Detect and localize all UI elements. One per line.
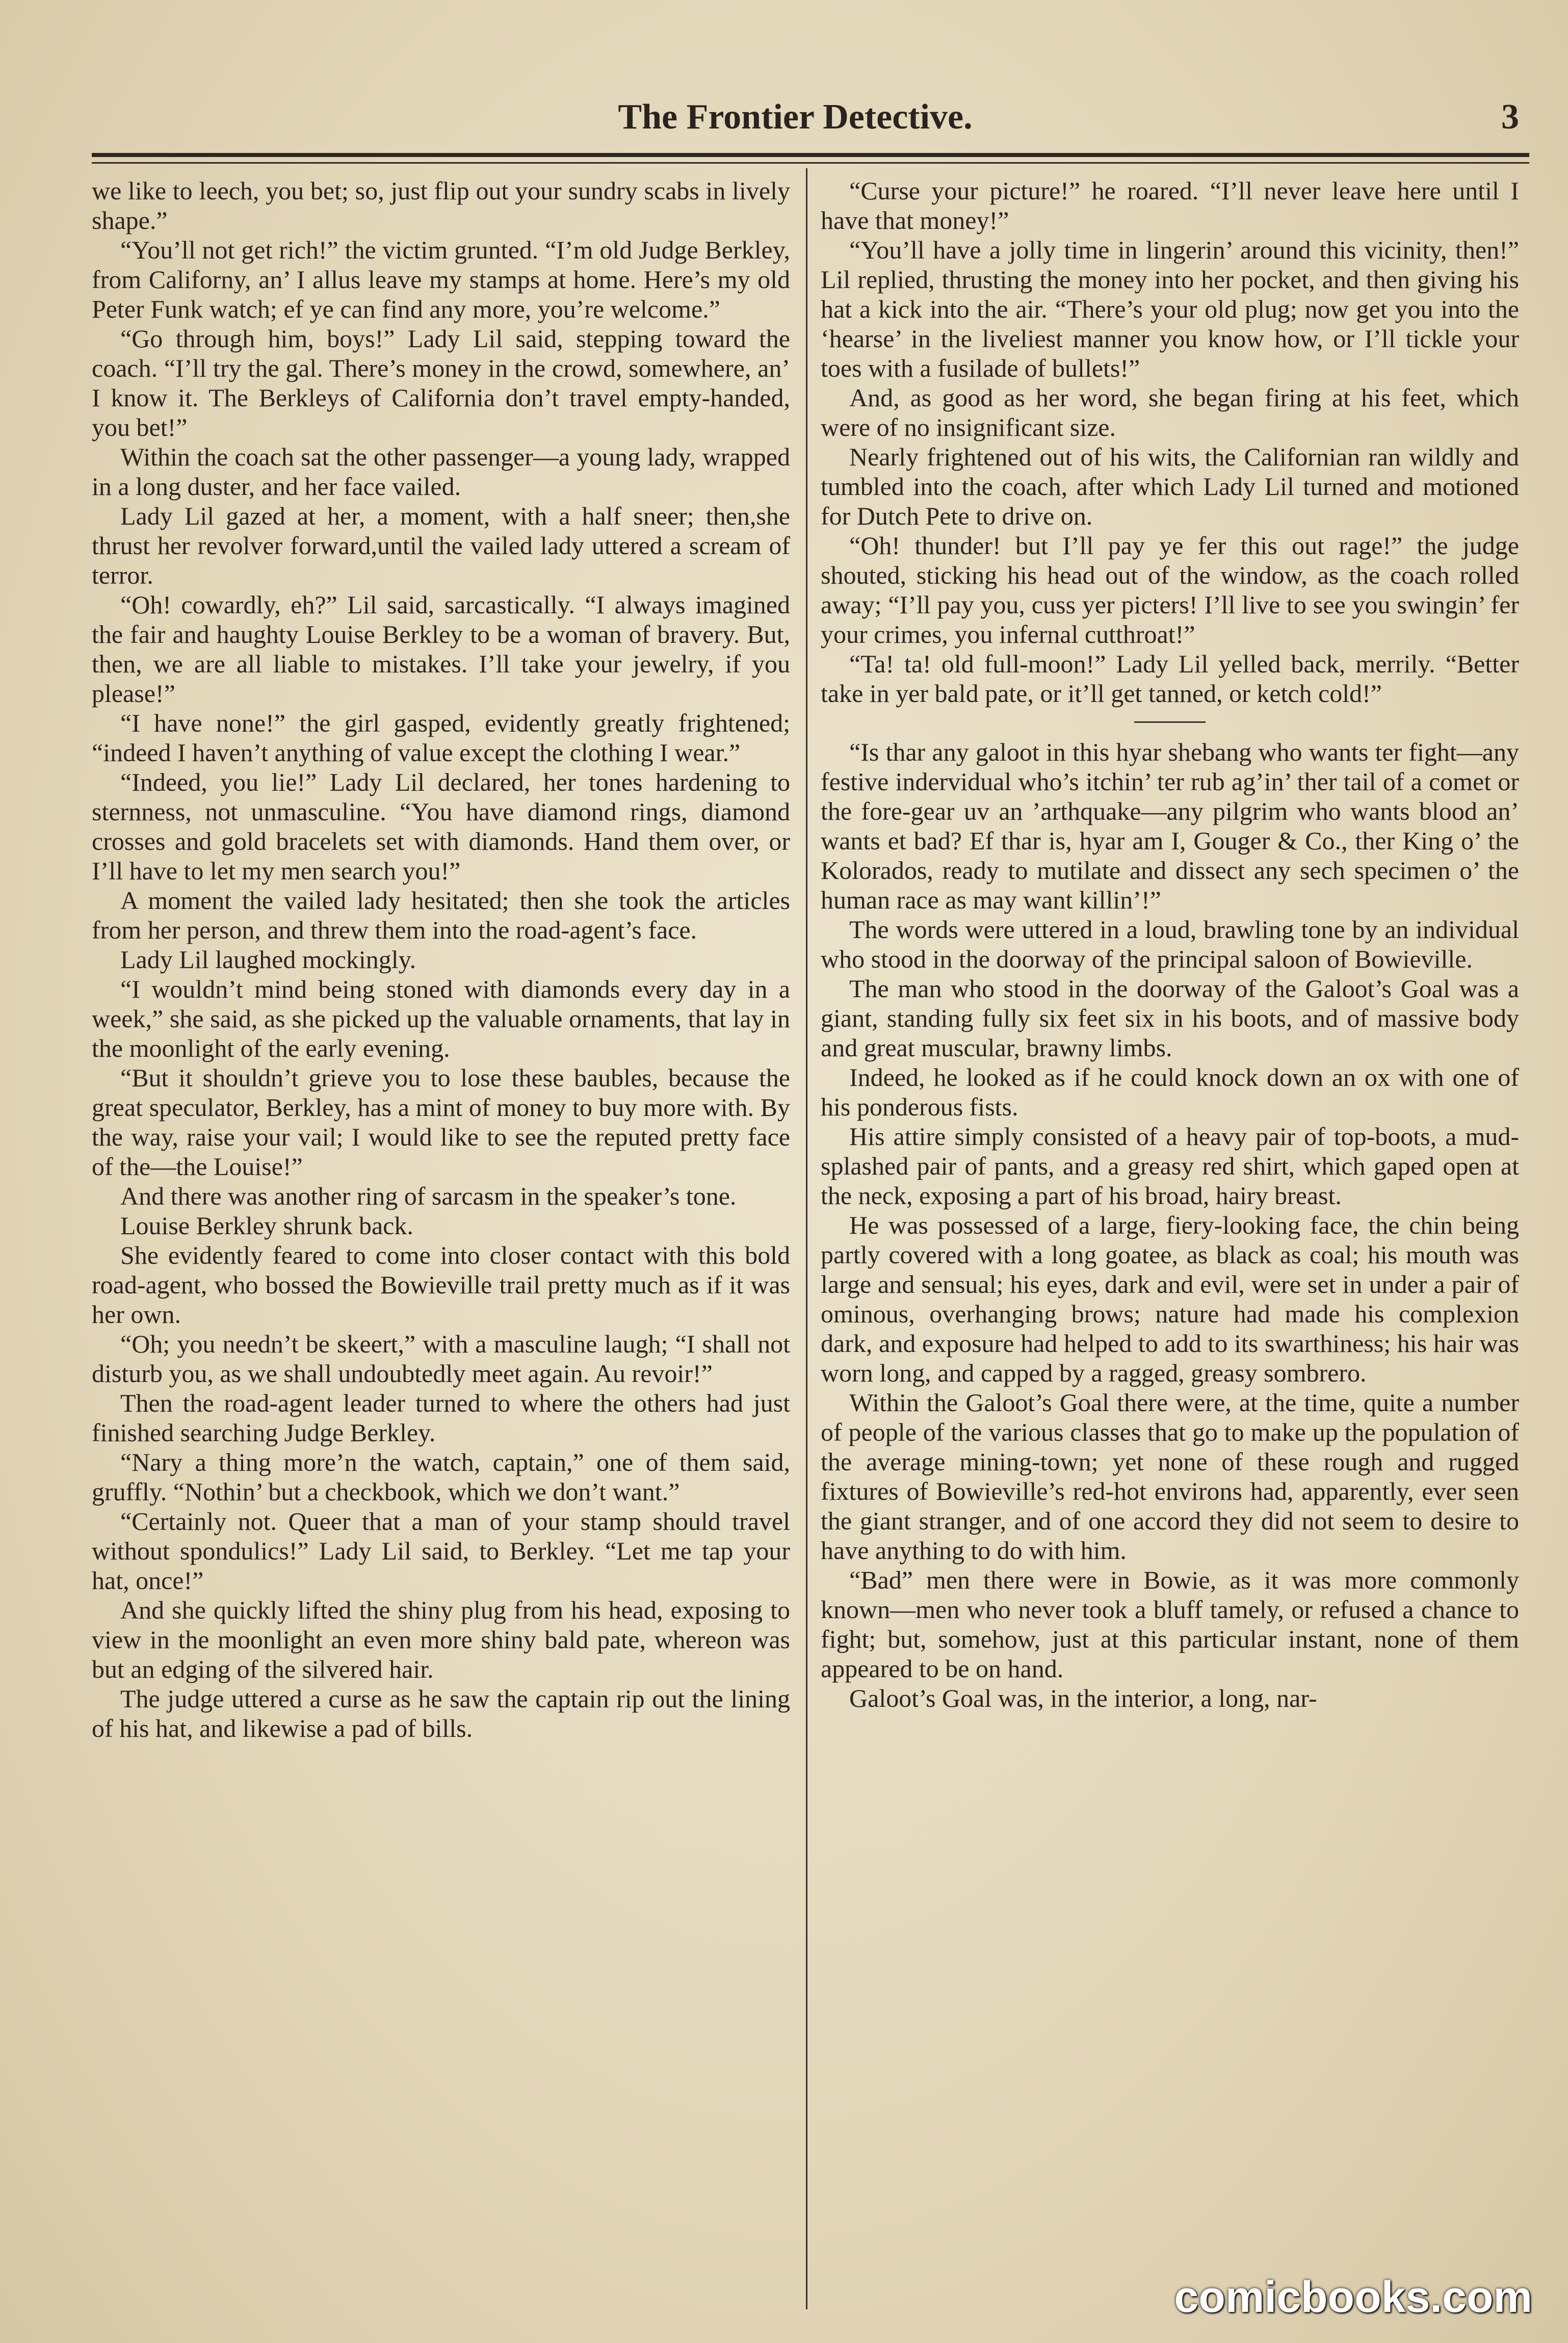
paragraph: “Nary a thing more’n the watch, captain,” one of them said, gruffly. “Nothin’ but a checkbook, which we don’t want.” (92, 1448, 790, 1506)
paragraph: A moment the vailed lady hesitated; then she took the articles from her person, and threw them into the road-agent’s face. (92, 886, 790, 944)
paragraph: Lady Lil gazed at her, a moment, with a half sneer; then,she thrust her revolver forward,until the vailed lady uttered a scream of terror. (92, 502, 790, 589)
paragraph: He was possessed of a large, fiery-looking face, the chin being partly covered with a long goatee, as black as coal; his mouth was large and sensual; his eyes, dark and evil, were set in under a pair of ominous, overhanging brows; nature had made his complexion dark, and exposure had helped to add to its swarthiness; his hair was worn long, and capped by a ragged, greasy sombrero. (821, 1211, 1519, 1387)
right-column-story-end (821, 176, 1519, 708)
paragraph: we like to leech, you bet; so, just flip out your sundry scabs in lively shape.” (92, 176, 790, 235)
paragraph: The words were uttered in a loud, brawling tone by an individual who stood in the doorway of the principal saloon of Bowieville. (821, 915, 1519, 973)
paragraph: Galoot’s Goal was, in the interior, a long, nar- (849, 1684, 1317, 1712)
paragraph: “Bad” men there were in Bowie, as it was more commonly known—men who never took a bluff tamely, or refused a chance to fight; but, somehow, just at this particular instant, none of them appeared to be on hand. (821, 1566, 1519, 1683)
paragraph: “Curse your picture!” he roared. “I’ll never leave here until I have that money!” (821, 176, 1519, 235)
paragraph: “Oh! cowardly, eh?” Lil said, sarcastically. “I always imagined the fair and haughty Louise Berkley to be a woman of bravery. But, then, we are all liable to mistakes. I’ll take your jewelry, if you please!” (92, 590, 790, 708)
paragraph: “Oh; you needn’t be skeert,” with a masculine laugh; “I shall not disturb you, as we shall undoubtedly meet again. Au revoir!” (92, 1330, 790, 1388)
right-column (821, 176, 1519, 1713)
paragraph: “You’ll not get rich!” the victim grunted. “I’m old Judge Berkley, from Californy, an’ I allus leave my stamps at home. Here’s my old Peter Funk watch; ef ye can find any more, you’re welcome.” (92, 236, 790, 323)
paragraph: Within the coach sat the other passenger—a young lady, wrapped in a long duster, and her face vailed. (92, 442, 790, 501)
watermark-logo: comicbooks.com (1174, 2273, 1532, 2322)
paragraph: “You’ll have a jolly time in lingerin’ around this vicinity, then!” Lil replied, thrusting the money into her pocket, and then giving his hat a kick into the air. “There’s your old plug; now get you into the ‘hearse’ in the liveliest manner you know how, or I’ll tickle your toes with a fusilade of bullets!” (821, 236, 1519, 382)
paragraph: And there was another ring of sarcasm in the speaker’s tone. (120, 1182, 737, 1210)
paragraph: “Oh! thunder! but I’ll pay ye fer this out rage!” the judge shouted, sticking his head out of the window, as the coach rolled away; “I’ll pay you, cuss yer picters! I’ll live to see you swingin’ fer your crimes, you infernal cutthroat!” (821, 531, 1519, 648)
paragraph: And, as good as her word, she began firing at his feet, which were of no insignificant size. (821, 383, 1519, 441)
column-divider (806, 168, 807, 2309)
paragraph: His attire simply consisted of a heavy pair of top-boots, a mud-splashed pair of pants, and a greasy red shirt, which gaped open at the neck, exposing a part of his broad, hairy breast. (821, 1122, 1519, 1210)
paragraph: Lady Lil laughed mockingly. (120, 945, 416, 974)
paragraph: “I have none!” the girl gasped, evidently greatly frightened; “indeed I haven’t anything of value except the clothing I wear.” (92, 709, 790, 767)
paragraph: The judge uttered a curse as he saw the captain rip out the lining of his hat, and likewise a pad of bills. (92, 1684, 790, 1742)
paragraph: Indeed, he looked as if he could knock down an ox with one of his ponderous fists. (821, 1063, 1519, 1121)
paragraph: Then the road-agent leader turned to where the others had just finished searching Judge Berkley. (92, 1389, 790, 1447)
left-column (92, 176, 790, 1743)
paragraph: The man who stood in the doorway of the Galoot’s Goal was a giant, standing fully six feet six in his boots, and of massive body and great muscular, brawny limbs. (821, 974, 1519, 1062)
header-rule-thin (92, 162, 1529, 164)
paragraph: And she quickly lifted the shiny plug from his head, exposing to view in the moonlight an even more shiny bald pate, whereon was but an edging of the silvered hair. (92, 1596, 790, 1683)
paragraph: “Is thar any galoot in this hyar shebang who wants ter fight—any festive indervidual who’s itchin’ ter rub ag’in’ ther tail of a comet or the fore-gear uv an ’arthquake—any pilgrim who wants blood an’ wants et bad? Ef thar is, hyar am I, Gouger & Co., ther King o’ the Kolorados, ready to mutilate and dissect any sech specimen o’ the human race as may want killin’!” (821, 738, 1519, 914)
running-head-title: The Frontier Detective. (618, 97, 973, 137)
page-number: 3 (1501, 97, 1519, 137)
paragraph: Within the Galoot’s Goal there were, at the time, quite a number of people of the various classes that go to make up the population of the average mining-town; yet none of these rough and rugged fixtures of Bowieville’s red-hot environs had, apparently, ever seen the giant stranger, and of one accord they did not seem to desire to have anything to do with him. (821, 1388, 1519, 1565)
paragraph: She evidently feared to come into closer contact with this bold road-agent, who bossed the Bowieville trail pretty much as if it was her own. (92, 1241, 790, 1329)
paragraph: “Ta! ta! old full-moon!” Lady Lil yelled back, merrily. “Better take in yer bald pate, or it’ll get tanned, or ketch cold!” (821, 649, 1519, 708)
right-column-new-chapter (821, 737, 1519, 1713)
paragraph: Louise Berkley shrunk back. (120, 1211, 413, 1240)
section-separator (1134, 721, 1206, 723)
paragraph: “Indeed, you lie!” Lady Lil declared, her tones hardening to sternness, not unmasculine. “You have diamond rings, diamond crosses and gold bracelets set with diamonds. Hand them over, or I’ll have to let my men search you!” (92, 768, 790, 885)
header-rule (92, 153, 1529, 157)
paragraph: Nearly frightened out of his wits, the Californian ran wildly and tumbled into the coach, after which Lady Lil turned and motioned for Dutch Pete to drive on. (821, 442, 1519, 530)
paragraph: “Go through him, boys!” Lady Lil said, stepping toward the coach. “I’ll try the gal. There’s money in the crowd, somewhere, an’ I know it. The Berkleys of California don’t travel empty-handed, you bet!” (92, 324, 790, 441)
paragraph: “But it shouldn’t grieve you to lose these baubles, because the great speculator, Berkley, has a mint of money to buy more with. By the way, raise your vail; I would like to see the reputed pretty face of the—the Louise!” (92, 1063, 790, 1181)
paragraph: “I wouldn’t mind being stoned with diamonds every day in a week,” she said, as she picked up the valuable ornaments, that lay in the moonlight of the early evening. (92, 975, 790, 1062)
paragraph: “Certainly not. Queer that a man of your stamp should travel without spondulics!” Lady Lil said, to Berkley. “Let me tap your hat, once!” (92, 1507, 790, 1595)
